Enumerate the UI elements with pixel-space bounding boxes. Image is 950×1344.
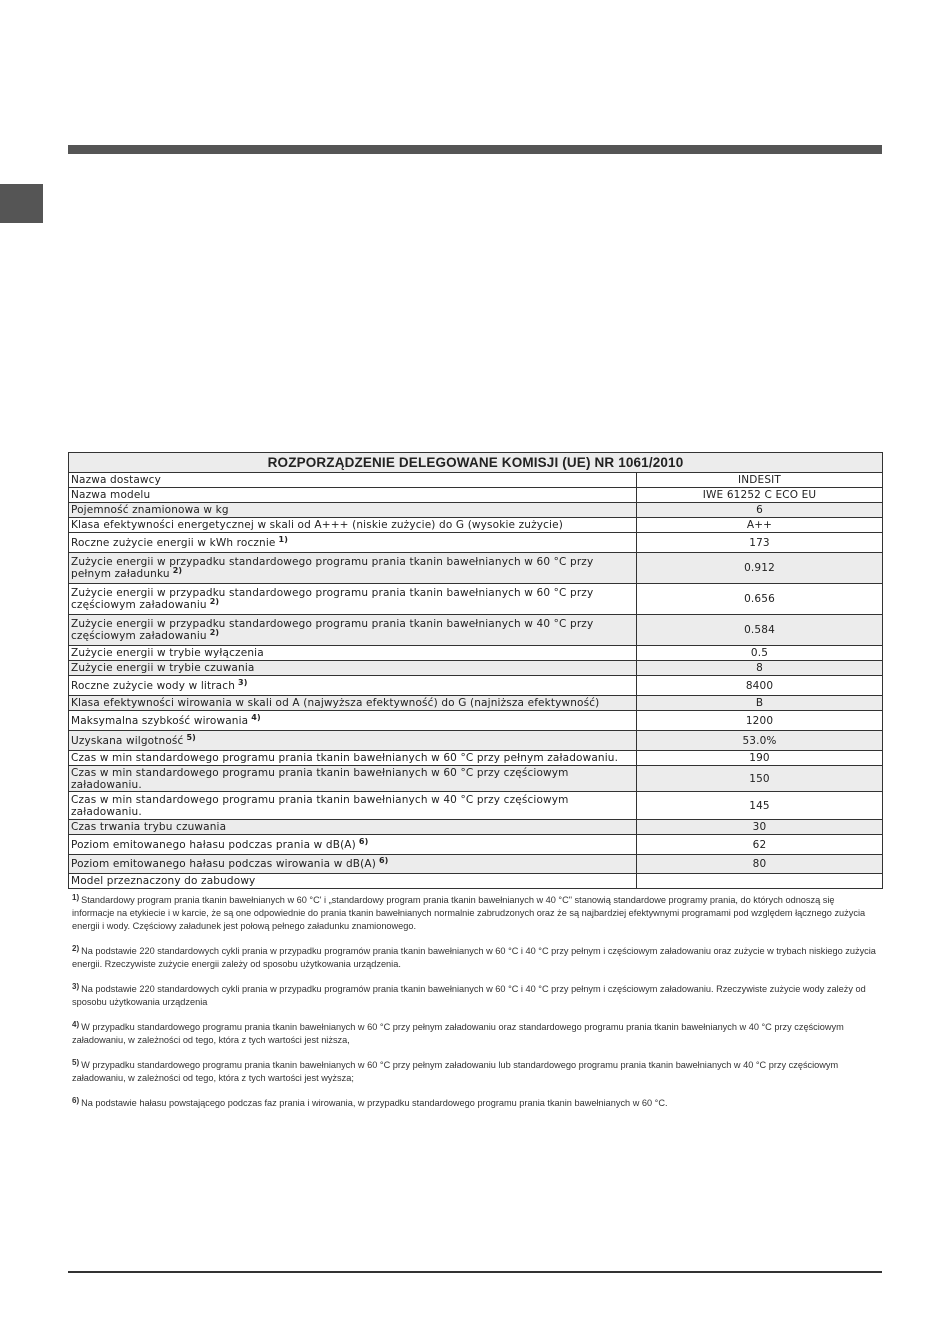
- footnote: [72, 1021, 877, 1047]
- table-row: [69, 792, 883, 820]
- row-label: Czas w min standardowego programu prania tkanin bawełnianych w 60 °C przy częściowym załadowaniu.: [69, 766, 637, 792]
- row-label: Roczne zużycie energii w kWh rocznie $^{1)}$: [69, 533, 637, 553]
- footnote-mark: 1): [72, 893, 80, 902]
- footnote-ref: 6): [358, 836, 369, 846]
- row-label: Nazwa modelu: [69, 488, 637, 503]
- section-tab-marker: [0, 184, 43, 223]
- table-row: [69, 661, 883, 676]
- table-row: [69, 820, 883, 835]
- footnote-ref: 1): [278, 534, 289, 544]
- footnote-text: Na podstawie 220 standardowych cykli prania w przypadku programów prania tkanin bawełnianych w 60 °C i 40 °C przy pełnym i częściowym załadowaniu oraz zużycie w trybach niskiego zużycia energii. Rzeczywiste zużycie energii zależy od sposobu użytkowania urządzenia.: [72, 946, 876, 969]
- footnote: [72, 894, 877, 933]
- row-value: A++: [637, 518, 883, 533]
- row-value: IWE 61252 C ECO EU: [637, 488, 883, 503]
- row-label: Zużycie energii w trybie czuwania: [69, 661, 637, 676]
- footnote-ref: 2): [209, 628, 220, 637]
- row-label: Roczne zużycie wody w litrach $^{3)}$: [69, 676, 637, 696]
- row-label: Klasa efektywności energetycznej w skali od A+++ (niskie zużycie) do G (wysokie zużycie): [69, 518, 637, 533]
- product-fiche-table: [68, 452, 883, 889]
- table-row: [69, 584, 883, 615]
- row-value: 173: [637, 533, 883, 553]
- table-row: [69, 711, 883, 731]
- row-label: Maksymalna szybkość wirowania $^{4)}$: [69, 711, 637, 731]
- footnote-ref: 2): [209, 597, 220, 606]
- table-row: [69, 874, 883, 889]
- footnote-text: W przypadku standardowego programu prania tkanin bawełnianych w 60 °C przy pełnym załadowaniu oraz standardowego programu prania tkanin bawełnianych w 40 °C przy częściowym załadowaniu, w zależności od tego, która z tych wartości jest niższa,: [72, 1022, 844, 1045]
- table-row: [69, 553, 883, 584]
- footnote-ref: 3): [238, 677, 248, 687]
- footnote-text: Standardowy program prania tkanin bawełnianych w 60 °C' i „standardowy program prania tkanin bawełnianych w 40 °C" stanowią standardowe programy prania, do których odnoszą się informacje na etykiecie i w karcie, że są one odpowiednie do prania tkanin bawełnianych normalnie zabrudzonych oraz że są najbardziej efektywnymi programami pod względem łącznego zużycia energii i wody. Częściowy załadunek jest połową pełnego załadunku znamionowego.: [72, 895, 866, 931]
- row-value: 1200: [637, 711, 883, 731]
- row-label: Klasa efektywności wirowania w skali od A (najwyższa efektywność) do G (najniższa efektywność): [69, 696, 637, 711]
- footer-rule: [68, 1271, 882, 1273]
- row-value: 80: [637, 855, 883, 874]
- footnote-mark: 2): [72, 944, 80, 953]
- row-label: Czas w min standardowego programu prania tkanin bawełnianych w 40 °C przy częściowym załadowaniu.: [69, 792, 637, 820]
- row-label: Zużycie energii w przypadku standardowego programu prania tkanin bawełnianych w 40 °C przy częściowym załadowaniu $^{2)}$: [69, 615, 637, 646]
- row-label: Czas w min standardowego programu prania tkanin bawełnianych w 60 °C przy pełnym załadowaniu.: [69, 751, 637, 766]
- row-label: Nazwa dostawcy: [69, 473, 637, 488]
- row-label: Pojemność znamionowa w kg: [69, 503, 637, 518]
- table-row: [69, 503, 883, 518]
- footnote-mark: 3): [72, 982, 80, 991]
- row-value: 30: [637, 820, 883, 835]
- footnote-text: Na podstawie 220 standardowych cykli prania w przypadku programów prania tkanin bawełnianych w 60 °C i 40 °C przy pełnym i częściowym załadowaniu. Rzeczywiste zużycie wody zależy od sposobu użytkowania urządzenia: [72, 984, 866, 1007]
- table-title: ROZPORZĄDZENIE DELEGOWANE KOMISJI (UE) NR 1061/2010: [69, 453, 883, 473]
- header-rule: [68, 145, 882, 154]
- row-value: 62: [637, 835, 883, 855]
- table-row: [69, 766, 883, 792]
- table-row: [69, 533, 883, 553]
- footnote: [72, 1059, 877, 1085]
- footnote: [72, 1097, 877, 1110]
- table-row: [69, 646, 883, 661]
- footnote: [72, 983, 877, 1009]
- footnote-ref: 2): [172, 566, 183, 575]
- table-row: [69, 518, 883, 533]
- table-row: [69, 615, 883, 646]
- row-label: Zużycie energii w trybie wyłączenia: [69, 646, 637, 661]
- row-value: 53.0%: [637, 731, 883, 751]
- row-value: B: [637, 696, 883, 711]
- footnote-mark: 5): [72, 1058, 80, 1067]
- footnote-mark: 4): [72, 1020, 80, 1029]
- footnote-text: W przypadku standardowego programu prania tkanin bawełnianych w 60 °C przy pełnym załadowaniu lub standardowego programu prania tkanin bawełnianych w 40 °C przy częściowym załadowaniu, w zależności od tego, która z tych wartości jest wyższa;: [72, 1060, 839, 1083]
- table-row: [69, 731, 883, 751]
- row-label: Zużycie energii w przypadku standardowego programu prania tkanin bawełnianych w 60 °C przy częściowym załadowaniu $^{2)}$: [69, 584, 637, 615]
- row-value: 6: [637, 503, 883, 518]
- row-label: Uzyskana wilgotność $^{5)}$: [69, 731, 637, 751]
- table-row: [69, 488, 883, 503]
- row-value: 0.656: [637, 584, 883, 615]
- footnote-ref: 4): [251, 712, 261, 722]
- row-value: [637, 874, 883, 889]
- row-label: Poziom emitowanego hałasu podczas wirowania w dB(A) $^{6)}$: [69, 855, 637, 874]
- table-row: [69, 696, 883, 711]
- row-value: 8: [637, 661, 883, 676]
- footnote-ref: 6): [378, 856, 389, 865]
- row-value: 190: [637, 751, 883, 766]
- footnote-ref: 5): [186, 732, 196, 742]
- row-value: 150: [637, 766, 883, 792]
- table-row: [69, 751, 883, 766]
- row-value: 0.5: [637, 646, 883, 661]
- footnote-mark: 6): [72, 1096, 80, 1105]
- row-label: Model przeznaczony do zabudowy: [69, 874, 637, 889]
- row-label: Czas trwania trybu czuwania: [69, 820, 637, 835]
- row-label: Poziom emitowanego hałasu podczas prania w dB(A) $^{6)}$: [69, 835, 637, 855]
- table-row: [69, 855, 883, 874]
- table-row: [69, 473, 883, 488]
- row-value: 8400: [637, 676, 883, 696]
- row-value: 0.584: [637, 615, 883, 646]
- row-label: Zużycie energii w przypadku standardowego programu prania tkanin bawełnianych w 60 °C przy pełnym załadunku $^{2)}$: [69, 553, 637, 584]
- table-row: [69, 835, 883, 855]
- row-value: INDESIT: [637, 473, 883, 488]
- row-value: 0.912: [637, 553, 883, 584]
- row-value: 145: [637, 792, 883, 820]
- footnote-text: Na podstawie hałasu powstającego podczas faz prania i wirowania, w przypadku standardowego programu prania tkanin bawełnianych w 60 °C.: [81, 1098, 668, 1108]
- footnote: [72, 945, 877, 971]
- table-row: [69, 676, 883, 696]
- footnotes: [72, 894, 877, 1122]
